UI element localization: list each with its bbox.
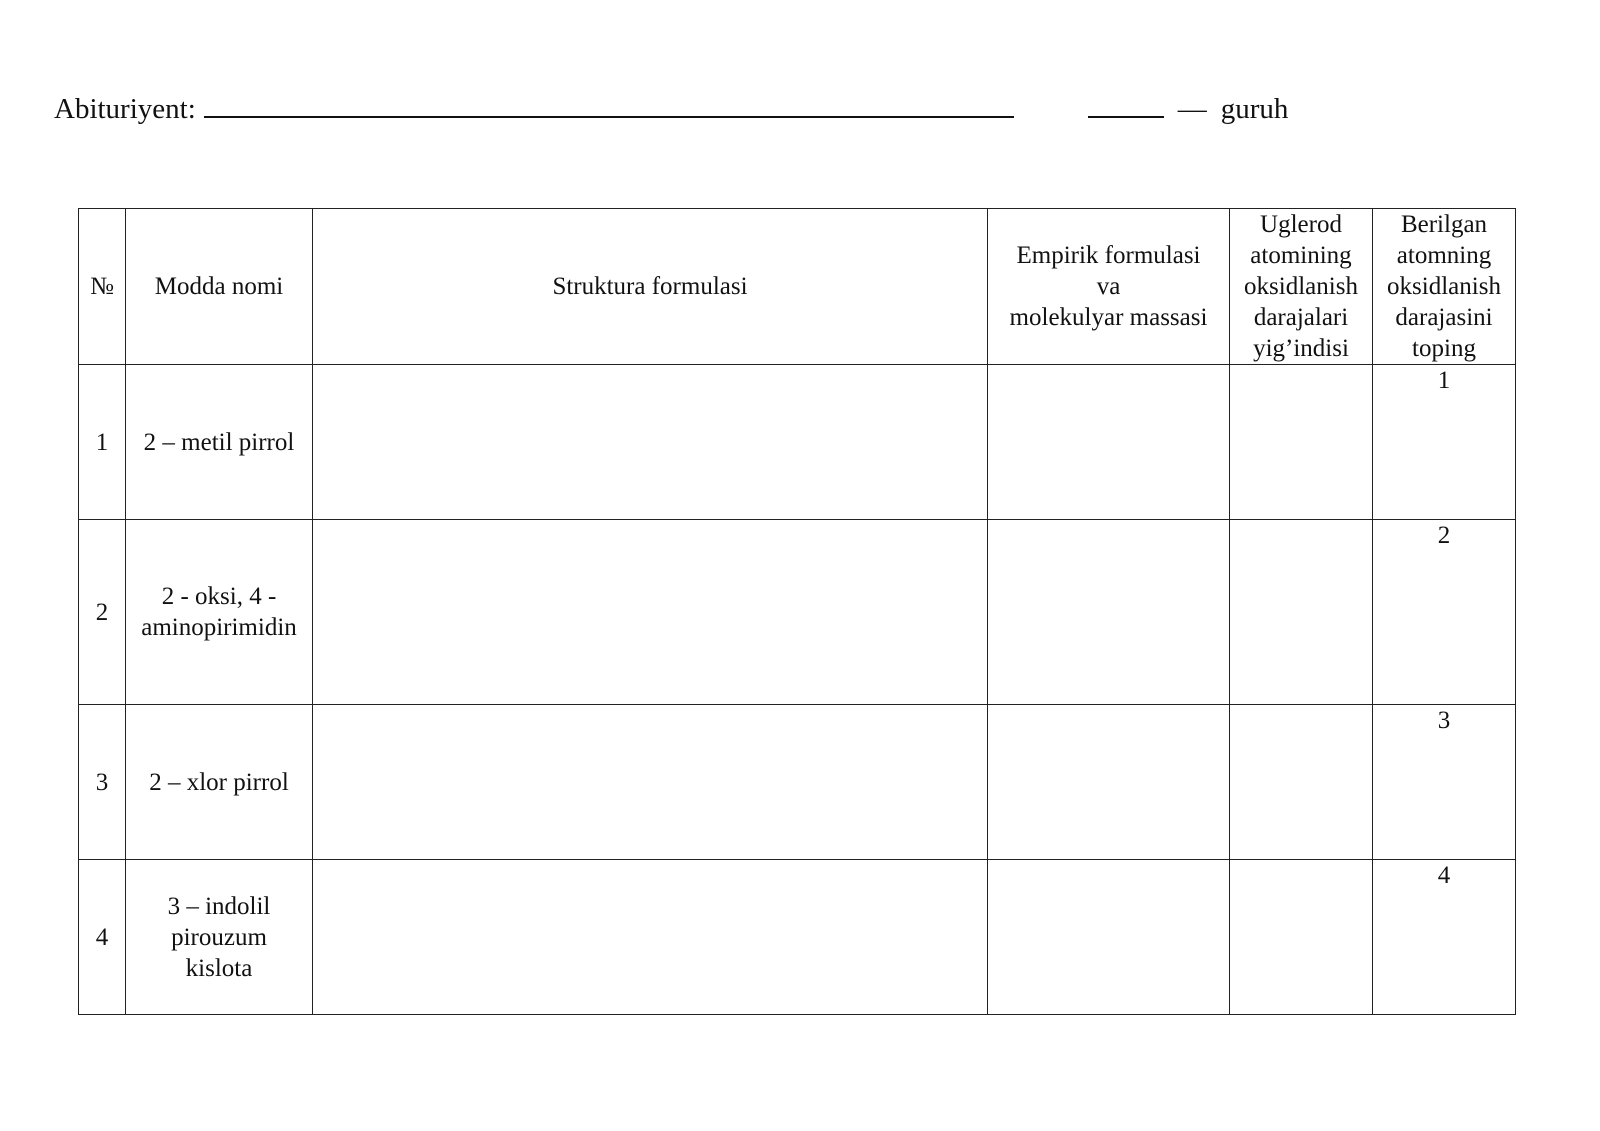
- empirical-formula-cell[interactable]: [988, 860, 1230, 1015]
- row-number: 3: [79, 705, 126, 860]
- column-header-carbon-oxidation-sum: Uglerod atomining oksidlanish darajalari yig’indisi: [1230, 209, 1373, 365]
- row-number: 2: [79, 520, 126, 705]
- answer-table: [78, 208, 1516, 1015]
- empirical-formula-cell[interactable]: [988, 705, 1230, 860]
- column-header-structure-formula: Struktura formulasi: [313, 209, 988, 365]
- given-atom-oxidation-cell[interactable]: [1373, 860, 1516, 1015]
- table-row: [79, 365, 1516, 520]
- structure-formula-cell[interactable]: [313, 365, 988, 520]
- empirical-formula-cell[interactable]: [988, 365, 1230, 520]
- group-dash: —: [1177, 93, 1207, 125]
- answer-number: 1: [1437, 367, 1451, 394]
- substance-name: 3 – indolil pirouzum kislota: [126, 860, 313, 1015]
- structure-formula-cell[interactable]: [313, 520, 988, 705]
- column-header-number: №: [79, 209, 126, 365]
- structure-formula-cell[interactable]: [313, 705, 988, 860]
- given-atom-oxidation-cell[interactable]: [1373, 520, 1516, 705]
- substance-name: 2 - oksi, 4 - aminopirimidin: [126, 520, 313, 705]
- substance-name: 2 – metil pirrol: [126, 365, 313, 520]
- applicant-label: Abituriyent:: [54, 93, 196, 125]
- table-row: [79, 520, 1516, 705]
- applicant-line: [54, 92, 1288, 126]
- column-header-substance-name: Modda nomi: [126, 209, 313, 365]
- table-row: [79, 705, 1516, 860]
- given-atom-oxidation-cell[interactable]: [1373, 705, 1516, 860]
- column-header-given-atom-oxidation: Berilgan atomning oksidlanish darajasini toping: [1373, 209, 1516, 365]
- empirical-formula-cell[interactable]: [988, 520, 1230, 705]
- carbon-oxidation-cell[interactable]: [1230, 860, 1373, 1015]
- substance-name: 2 – xlor pirrol: [126, 705, 313, 860]
- structure-formula-cell[interactable]: [313, 860, 988, 1015]
- carbon-oxidation-cell[interactable]: [1230, 520, 1373, 705]
- answer-number: 4: [1437, 862, 1451, 889]
- row-number: 1: [79, 365, 126, 520]
- answer-number: 3: [1437, 707, 1451, 734]
- given-atom-oxidation-cell[interactable]: [1373, 365, 1516, 520]
- row-number: 4: [79, 860, 126, 1015]
- group-number-blank[interactable]: [1088, 92, 1164, 118]
- carbon-oxidation-cell[interactable]: [1230, 705, 1373, 860]
- column-header-empirical-formula: Empirik formulasi va molekulyar massasi: [988, 209, 1230, 365]
- table-row: [79, 860, 1516, 1015]
- answer-number: 2: [1437, 522, 1451, 549]
- carbon-oxidation-cell[interactable]: [1230, 365, 1373, 520]
- applicant-name-blank[interactable]: [204, 92, 1014, 118]
- group-label: guruh: [1220, 93, 1289, 125]
- table-header-row: [79, 209, 1516, 365]
